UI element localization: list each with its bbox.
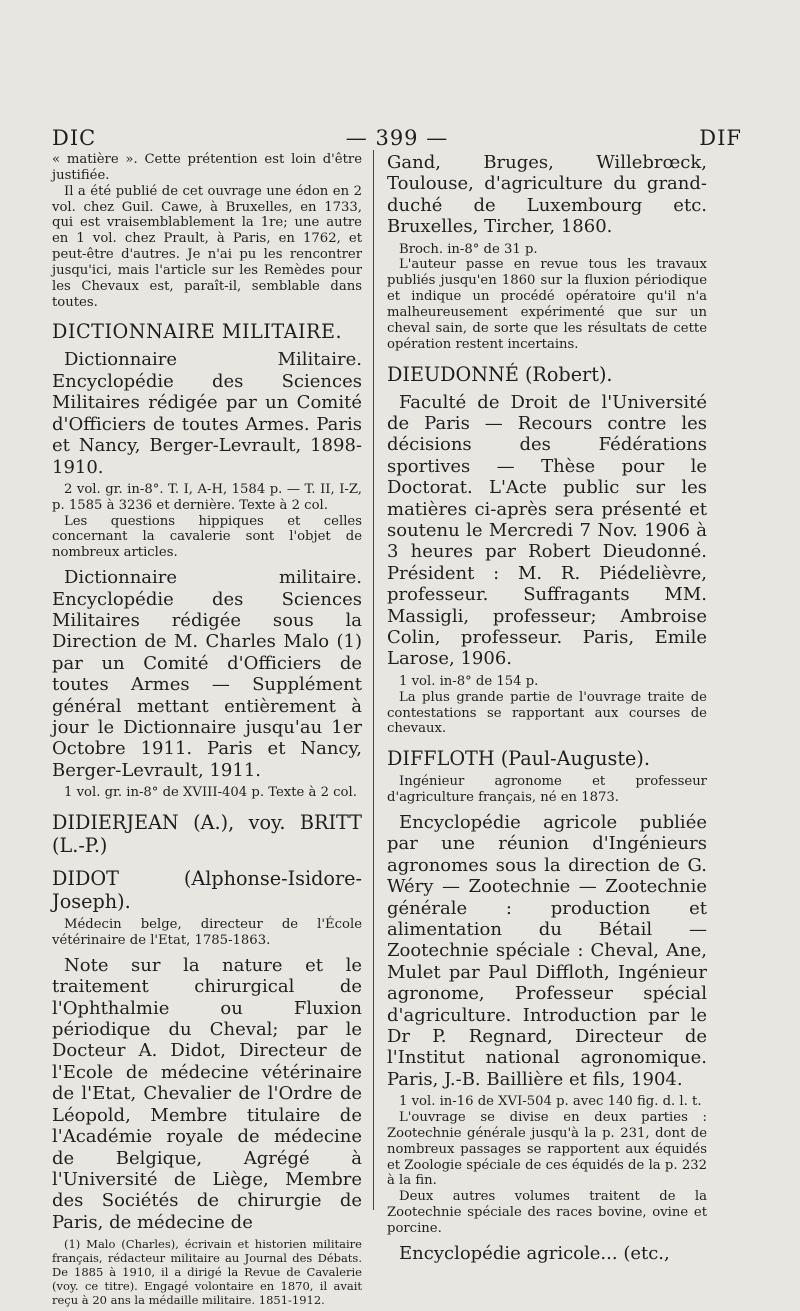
author-note: Ingénieur agronome et professeur d'agriculture français, né en 1873.	[387, 774, 707, 806]
entry-note: L'ouvrage se divise en deux parties : Zootechnie générale jusqu'à la p. 231, dont de nombreux passages se rapportent aux équidés et Zoologie spéciale de ces équidés de la p. 232 à la fin.	[387, 1110, 707, 1189]
intro-text: « matière ». Cette prétention est loin d'être justifiée.	[52, 152, 362, 183]
entry-title: Dictionnaire militaire. Encyclopédie des Sciences Militaires rédigée sous la Direction de M. Charles Malo (1) par un Comité d'Officiers de toutes Armes — Supplément général mettant entièrement à jour le Dictionnaire jusqu'au 1er Octobre 1911. Paris et Nancy, Berger-Levrault, 1911.	[52, 567, 362, 781]
entry-heading: DIDIERJEAN (A.), voy. BRITT (L.-P.)	[52, 811, 362, 858]
header-left: DIC	[52, 126, 97, 150]
entry-note: La plus grande partie de l'ouvrage traite de contestations se rapportant aux courses de chevaux.	[387, 689, 707, 737]
author-note: Médecin belge, directeur de l'École vétérinaire de l'Etat, 1785-1863.	[52, 917, 362, 948]
entry-note: Les questions hippiques et celles concernant la cavalerie sont l'objet de nombreux articles.	[52, 513, 362, 561]
entry-heading: DIEUDONNÉ (Robert).	[387, 362, 613, 386]
entry-description: 1 vol. in-16 de XVI-504 p. avec 140 fig. d. l. t.	[399, 1094, 702, 1110]
footnote: (1) Malo (Charles), écrivain et historien militaire français, rédacteur militaire au Journal des Débats. De 1885 à 1910, il a dirigé la Revue de Cavalerie (voy. ce titre). Engagé volontaire en 1870, il avait reçu à 20 ans la médaille militaire. 1851-1912.	[52, 1237, 362, 1308]
entry-heading: DIDOT (Alphonse-Isidore-Joseph).	[52, 867, 362, 914]
entry-heading: DIFFLOTH (Paul-Auguste).	[387, 747, 650, 771]
left-column	[52, 152, 362, 1307]
entry-note: L'auteur passe en revue tous les travaux publiés jusqu'en 1860 sur la fluxion périodique et indique un procédé opératoire qu'il n'a malheureusement expérimenté que sur un cheval sain, de sorte que les résultats de cette opération restent incertains.	[387, 257, 707, 352]
entry-title: Note sur la nature et le traitement chirurgical de l'Ophthalmie ou Fluxion périodique du Cheval; par le Docteur A. Didot, Directeur de l'Ecole de médecine vétérinaire de l'Etat, Chevalier de l'Ordre de Léopold, Membre titulaire de l'Académie royale de médecine de Belgique, Agrégé à l'Université de Liège, Membre des Sociétés de chirurgie de Paris, de médecine de	[52, 954, 362, 1233]
column-divider	[373, 150, 374, 1210]
entry-title: Encyclopédie agricole... (etc.,	[399, 1242, 670, 1264]
intro-text: Il a été publié de cet ouvrage une édon en 2 vol. chez Guil. Cawe, à Bruxelles, en 1733, qui est vraisemblablement la 1re; une autre en 1 vol. chez Prault, à Paris, en 1762, et peut-être d'autres. Je n'ai pu les rencontrer jusqu'ici, mais l'article sur les Remèdes pour les Chevaux est, paraît-il, semblable dans toutes.	[52, 183, 362, 310]
entry-heading: DICTIONNAIRE MILITAIRE.	[52, 320, 343, 344]
entry-title: Encyclopédie agricole publiée par une réunion d'Ingénieurs agronomes sous la direction de G. Wéry — Zootechnie — Zootechnie générale : production et alimentation du Bétail — Zootechnie spéciale : Cheval, Ane, Mulet par Paul Diffloth, Ingénieur agronome, Professeur spécial d'agriculture. Introduction par le Dr P. Regnard, Directeur de l'Institut national agronomique. Paris, J.-B. Baillière et fils, 1904.	[387, 811, 707, 1090]
entry-description: 2 vol. gr. in-8°. T. I, A-H, 1584 p. — T. II, I-Z, p. 1585 à 3236 et dernière. Texte à 2 col.	[52, 481, 362, 513]
entry-description: 1 vol. gr. in-8° de XVIII-404 p. Texte à 2 col.	[64, 785, 357, 801]
page-number: — 399 —	[345, 126, 449, 150]
entry-description: 1 vol. in-8° de 154 p.	[399, 673, 539, 689]
entry-continuation: Gand, Bruges, Willebrœck, Toulouse, d'agriculture du grand-duché de Luxembourg etc. Bruxelles, Tircher, 1860.	[387, 152, 707, 238]
entry-title: Dictionnaire Militaire. Encyclopédie des Sciences Militaires rédigée par un Comité d'Officiers de toutes Armes. Paris et Nancy, Berger-Levrault, 1898-1910.	[52, 349, 362, 478]
entry-title: Faculté de Droit de l'Université de Paris — Recours contre les décisions des Fédérations sportives — Thèse pour le Doctorat. L'Acte public sur les matières ci-après sera présenté et soutenu le Mercredi 7 Nov. 1906 à 3 heures par Robert Dieudonné. Président : M. R. Piédelièvre, professeur. Suffragants MM. Massigli, professeur; Ambroise Colin, professeur. Paris, Emile Larose, 1906.	[387, 391, 707, 670]
header-right: DIF	[699, 126, 742, 150]
right-column	[387, 152, 707, 1264]
entry-note: Deux autres volumes traitent de la Zootechnie spéciale des races bovine, ovine et porcine.	[387, 1189, 707, 1236]
entry-description: Broch. in-8° de 31 p.	[399, 241, 538, 257]
